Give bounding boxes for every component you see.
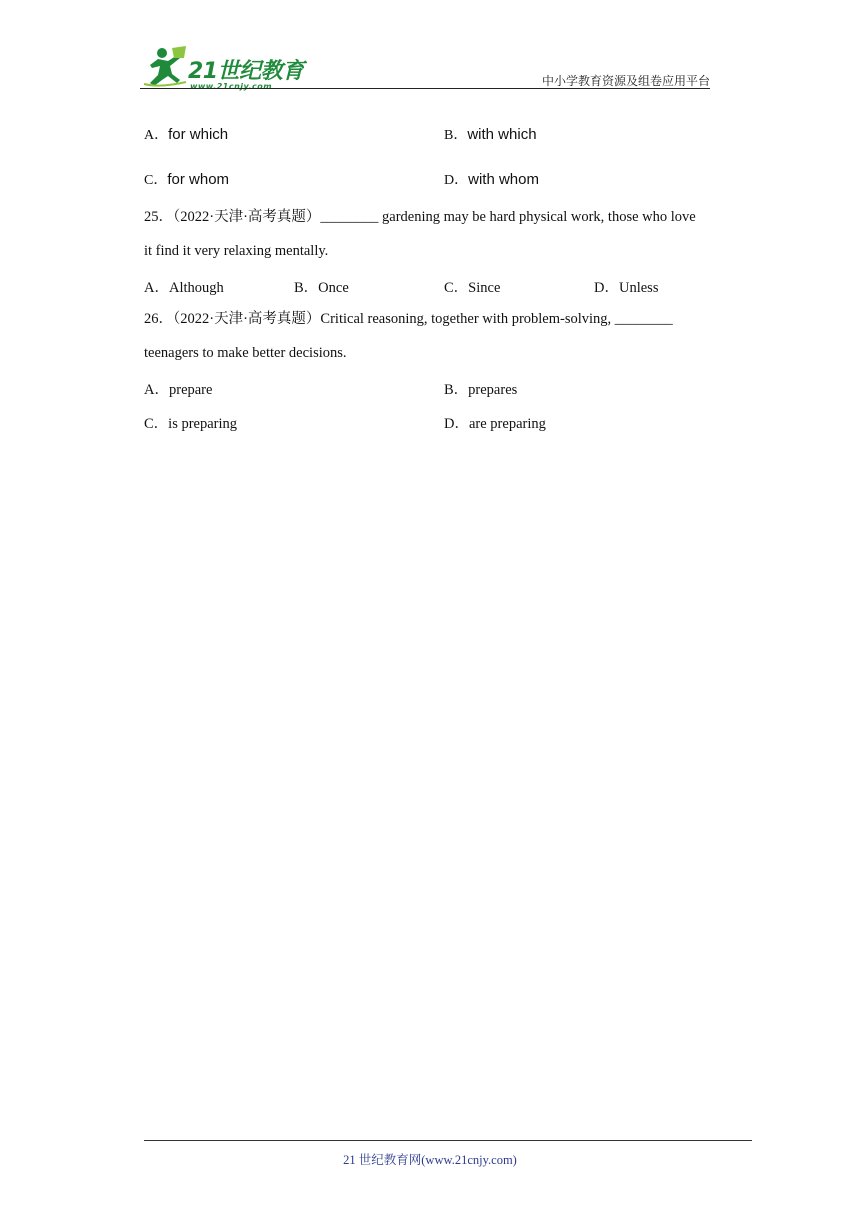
question-number: 25． xyxy=(144,209,173,225)
question-number: 26． xyxy=(144,311,173,327)
option-b xyxy=(444,378,517,399)
option-b xyxy=(444,124,537,144)
option-text: prepares xyxy=(468,382,518,398)
option-text: Unless xyxy=(618,280,659,296)
option-letter: A． xyxy=(144,280,169,296)
option-text: are preparing xyxy=(468,416,546,432)
question-26 xyxy=(144,302,724,370)
option-d xyxy=(444,169,539,189)
option-letter: A． xyxy=(144,382,169,398)
question-stem: ________ gardening may be hard physical work, those who love xyxy=(320,209,696,225)
option-b xyxy=(294,276,349,297)
question-25 xyxy=(144,200,724,268)
site-logo xyxy=(140,44,310,90)
option-text: Although xyxy=(168,280,224,296)
option-letter: B． xyxy=(444,128,468,143)
page-footer: 21 世纪教育网(www.21cnjy.com) xyxy=(343,1153,517,1167)
question-25-line-2: it find it very relaxing mentally. xyxy=(144,243,329,259)
option-text: is preparing xyxy=(168,416,238,432)
page-header xyxy=(140,40,710,90)
option-text: Since xyxy=(468,280,501,296)
option-letter: C． xyxy=(444,280,469,296)
option-text: with which xyxy=(467,126,537,143)
question-stem: Critical reasoning, together with problem-solving, ________ xyxy=(320,311,673,327)
option-letter: B． xyxy=(294,280,319,296)
logo-text: 21世纪教育 xyxy=(188,59,304,84)
option-c xyxy=(444,276,500,297)
option-letter: D． xyxy=(444,173,469,188)
option-d xyxy=(594,276,658,297)
option-c xyxy=(144,169,229,189)
logo-url: www.21cnjy.com xyxy=(190,82,273,91)
footer-divider xyxy=(144,1140,752,1141)
option-text: for whom xyxy=(167,171,230,188)
option-a xyxy=(144,124,228,144)
option-d xyxy=(444,412,546,433)
header-divider xyxy=(140,88,710,89)
question-25-line-1 xyxy=(144,200,724,234)
option-letter: B． xyxy=(444,382,469,398)
option-letter: C． xyxy=(144,416,169,432)
option-a xyxy=(144,378,212,399)
option-text: with whom xyxy=(468,171,539,188)
option-a xyxy=(144,276,224,297)
runner-logo-icon xyxy=(140,44,190,90)
question-26-line-1 xyxy=(144,302,724,336)
option-letter: A． xyxy=(144,128,169,143)
header-tagline: 中小学教育资源及组卷应用平台 xyxy=(541,74,710,88)
option-letter: D． xyxy=(444,416,469,432)
option-letter: D． xyxy=(594,280,619,296)
option-letter: C． xyxy=(144,173,168,188)
question-26-line-2: teenagers to make better decisions. xyxy=(144,345,347,361)
option-text: prepare xyxy=(168,382,213,398)
question-source: （2022·天津·高考真题） xyxy=(173,311,321,327)
option-text: for which xyxy=(168,126,229,143)
question-source: （2022·天津·高考真题） xyxy=(173,209,321,225)
option-text: Once xyxy=(318,280,349,296)
option-c xyxy=(144,412,237,433)
